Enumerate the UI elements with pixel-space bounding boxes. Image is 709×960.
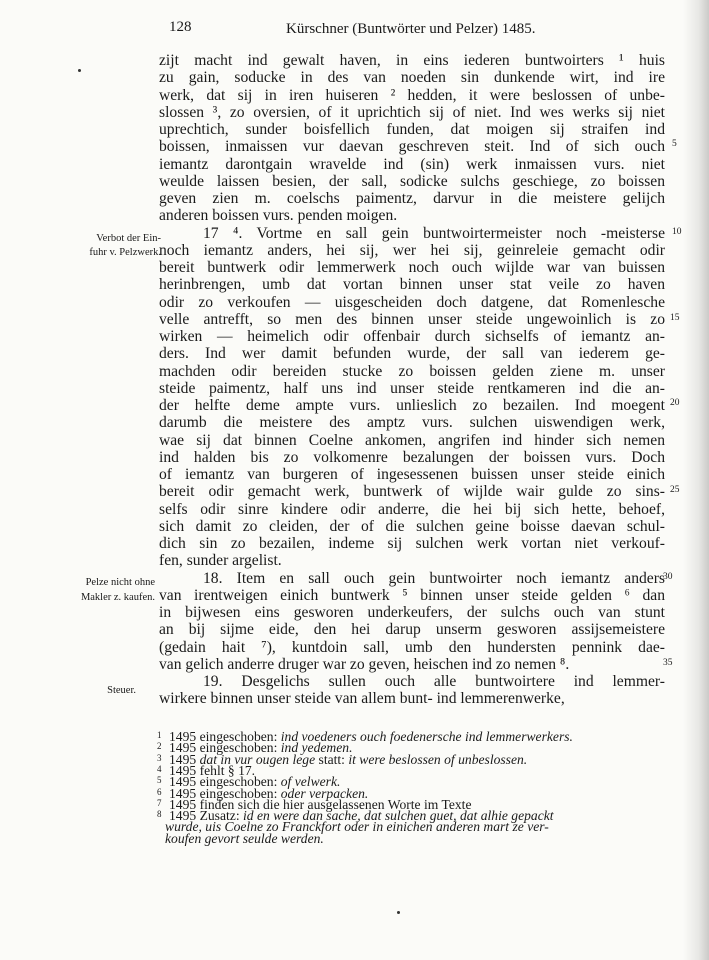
text-line: zu gain, soducke in des van noeden sin dunkende wirt, ind ire [159,69,665,87]
footnote-marker: 1 [157,730,162,740]
line-number-5: 5 [672,139,677,149]
text-line: van irentweigen einich buntwerk ⁵ binnen unser steide gelden ⁶ dan [159,586,665,604]
footnote-quote: ind yedemen. [280,740,353,756]
text-line: noch iemantz anders, hei sij, wer hei sij, geinreleie gemacht odir [159,241,665,259]
line-number-25: 25 [670,485,680,495]
text-line: der helfte deme ampte vurs. unlieslich zo bezailen. Ind moegent [159,397,665,414]
scan-speck [78,69,81,72]
line-number-20: 20 [670,398,680,408]
footnote-text: statt: [315,751,349,767]
text-line: wirken — heimelich odir offenbair durch sichselfs of iemantz an- [159,328,665,345]
footnote-continuation: wurde, uis Coelne zo Franckfort oder in einichen anderen mart ze ver- [165,819,549,835]
text-line: geven zien m. coelschs paimentz, darvur in die meistere gelijch [159,190,665,207]
line-number-35: 35 [663,658,673,668]
text-line: uprechtich, sunder boisfellich funden, dat moigen sij straifen ind [159,121,665,138]
text-line: slossen ³, zo oversien, of it uprichtich sij of niet. Ind wes werks sij niet [159,103,665,121]
footnote-continuation: koufen gevort seulde werden. [165,830,324,846]
text-line: darumb die meistere des amptz vurs. sulchen uiswendigen werk, [159,414,665,432]
text-line: ders. Ind wer damit befunden wurde, der sall van iederem ge- [159,345,665,363]
text-line: van gelich anderre druger war zo geven, heischen ind zo nemen ⁸. [159,655,570,673]
footnote-marker: 2 [157,741,162,752]
text-line: 19. Desgelichs sullen ouch alle buntwoirtere ind lemmer- [203,673,665,690]
text-line: herinbrengen, umb dat vortan binnen unser stat veile zo haven [159,276,665,294]
footnote-quote: id en were dan sache, dat sulchen guet, dat alhie gepackt [243,808,554,824]
footnote-quote: it were beslossen of unbeslossen. [348,751,528,767]
margin-note-broker-2: Makler z. kaufen. [80,592,155,603]
text-line: an bij sijme eide, den hei darup unserm gesworen assijsemeistere [159,621,665,639]
footnote-marker: 8 [157,809,162,820]
text-line: 17 ⁴. Vortme en sall gein buntwoirtermeister noch -meisterse [203,224,665,242]
footnote-marker: 3 [157,752,162,763]
margin-note-import-ban-1: Verbot der Ein- [96,233,161,244]
scan-page-edge [683,0,709,960]
footnote-marker: 6 [157,786,162,797]
text-line: werk, dat sij in iren huiseren ² hedden, it were beslossen of unbe- [159,86,665,104]
line-number-30: 30 [663,572,673,582]
footnote-marker: 4 [157,763,162,774]
text-line: (gedain hait ⁷), kuntdoin sall, umb den hundersten pennink dae- [159,638,665,656]
footnote-text: 1495 fehlt § 17. [169,762,256,778]
page-number: 128 [169,19,192,35]
footnote-marker: 7 [157,797,162,808]
footnote-quote: of velwerk. [280,774,341,790]
text-line: in bijwesen eins gesworen underkeufers, der sulchs ouch van stunt [159,604,665,621]
margin-note-broker-1: Pelze nicht ohne [85,577,155,588]
margin-note-import-ban-2: fuhr v. Pelzwerk. [89,247,161,258]
text-line: dich sin zo bezailen, indeme sij sulchen werk vortan niet verkouf- [159,535,665,552]
margin-note-tax: Steuer. [107,685,136,696]
footnote-quote: dat in vur ougen lege [199,751,316,767]
text-line: anderen boissen vurs. penden moigen. [159,207,398,225]
footnote-text: 1495 finden sich die hier ausgelassenen Worte im Texte [169,796,472,812]
text-line: selfs odir sinre kindere odir anderre, die hei bij sich hette, behoef, [159,500,665,518]
footnote-text: 1495 eingeschoben: [169,785,281,801]
footnote-marker: 5 [157,775,162,786]
line-number-15: 15 [670,313,680,323]
text-line: iemantz darontgain wravelde ind (sin) werk inmaissen vurs. niet [159,155,665,173]
text-line: wirkere binnen unser steide van allem bunt- ind lemmerenwerke, [159,690,565,708]
text-line: steide paimentz, half uns ind unser steide rentkameren ind die an- [159,379,665,397]
footnote-text: 1495 eingeschoben: [169,729,281,744]
text-line: velle antrefft, so men des binnen unser steide ungewoinlich is zo [159,310,665,328]
text-line: 18. Item en sall ouch gein buntwoirter noch iemantz anders [203,569,665,587]
text-line: weulde laissen besien, der sall, sodicke sulchs geschiege, zo boissen [159,172,665,190]
text-line: of iemantz van burgeren of ingesessenen buissen unser steide einich [159,466,665,483]
footnote-text: 1495 Zusatz: [169,808,243,824]
running-title: Kürschner (Buntwörter und Pelzer) 1485. [286,21,536,37]
text-line: fen, sunder argelist. [159,552,282,570]
text-line: machden odir bereiden stucke zo boissen gelden ziene m. unser [159,362,665,380]
text-line: zijt macht ind gewalt haven, in eins iederen buntwoirters ¹ huis [159,52,665,69]
text-line: bereit buntwerk odir lemmerwerk noch ouch wijlde war van buissen [159,259,665,276]
footnote-text: 1495 [169,751,200,767]
text-line: boissen, inmaissen vur daevan geschreven steit. Ind of sich ouch [159,138,665,156]
text-line: wae sij dat binnen Coelne ankomen, angrifen ind hinder sich nemen [159,431,665,449]
scan-speck [397,911,400,914]
text-line: bereit odir gemacht werk, buntwerk of wijlde wair gulde zo sins- [159,483,665,501]
footnote-text: 1495 eingeschoben: [169,774,281,790]
text-line: ind halden bis zo volkomenre bezalungen der boissen vurs. Doch [159,448,665,466]
line-number-10: 10 [672,227,682,237]
footnote-quote: ind voedeners ouch foedenersche ind lemmerwerkers. [280,729,573,744]
text-line: odir zo verkoufen — uisgescheiden doch datgene, dat Romenlesche [159,293,665,311]
text-line: sich damit zo cleiden, der of die sulchen geine boisse daevan schul- [159,517,665,535]
footnote-text: 1495 eingeschoben: [169,740,281,756]
footnote-quote: oder verpacken. [280,785,369,801]
